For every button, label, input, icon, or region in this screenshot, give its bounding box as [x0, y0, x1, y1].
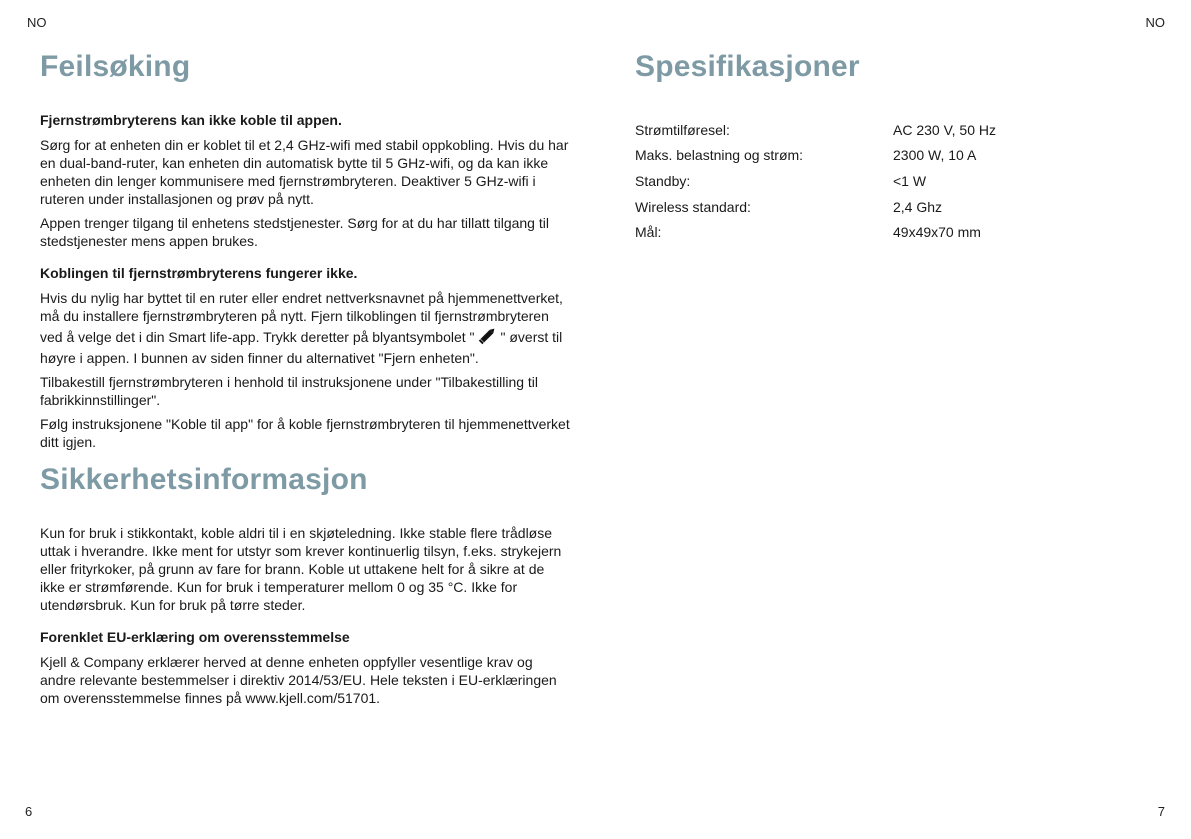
specs-row — [635, 219, 996, 245]
spec-value: 49x49x70 mm — [893, 224, 981, 241]
spec-value: 2,4 Ghz — [893, 198, 943, 215]
spec-value: 2300 W, 10 A — [893, 147, 977, 164]
troubleshooting-q2-paragraph-2: Tilbakestill fjernstrømbryteren i henhold til instruksjonene under "Tilbakestilling til fabrikkinnstillinger". — [40, 374, 539, 408]
safety-title: Sikkerhetsinformasjon — [40, 463, 368, 496]
left-column — [40, 50, 570, 713]
specs-row — [635, 143, 996, 169]
safety-paragraph-1: Kun for bruk i stikkontakt, koble aldri til i en skjøteledning. Ikke stable flere trådløse uttak i hverandre. Ikke ment for utstyr som krever kontinuerlig tilsyn, f.eks. strykejern eller frityrkoker, på grunn av fare for brann. Koble ut uttakene helt for å sikre at de ikke er strømførende. Kun for bruk i temperaturer mellom 0 og 35 °C. Ikke for utendørsbruk. Kun for bruk på tørre steder. — [40, 525, 562, 613]
troubleshooting-q2-paragraph-3: Følg instruksjonene "Koble til app" for å koble fjernstrømbryteren til hjemmenettverket ditt igjen. — [40, 416, 570, 450]
specs-row — [635, 168, 996, 194]
spec-value: <1 W — [893, 172, 927, 189]
spec-value: AC 230 V, 50 Hz — [893, 121, 996, 138]
spec-label: Mål: — [635, 224, 662, 241]
troubleshooting-q1-paragraph-2: Appen trenger tilgang til enhetens stedstjenester. Sørg for at du har tillatt tilgang til stedstjenester mens appen brukes. — [40, 215, 549, 249]
page-number-left: 6 — [25, 804, 33, 819]
pencil-icon — [477, 325, 499, 349]
troubleshooting-q2-heading: Koblingen til fjernstrømbryterens fungerer ikke. — [40, 265, 358, 281]
q2-paragraph-1-after: " øverst til høyre i appen. I bunnen av siden finner du alternativet "Fjern enheten". — [40, 329, 563, 366]
troubleshooting-q1-heading: Fjernstrømbryterens kan ikke koble til appen. — [40, 112, 342, 128]
troubleshooting-q2-paragraph-1 — [40, 289, 570, 367]
specs-title: Spesifikasjoner — [635, 50, 860, 83]
specs-row — [635, 117, 996, 143]
spec-label: Maks. belastning og strøm: — [635, 147, 804, 164]
language-code-left: NO — [27, 15, 47, 30]
page-number-right: 7 — [1157, 804, 1165, 819]
spec-label: Wireless standard: — [635, 198, 751, 215]
troubleshooting-q1-paragraph-1: Sørg for at enheten din er koblet til et 2,4 GHz-wifi med stabil oppkobling. Hvis du har en dual-band-ruter, kan enheten din automatisk bytte til 5 GHz-wifi, og da kan ikke enheten din lenger kommunisere med fjernstrømbryteren. Deaktiver 5 GHz-wifi i ruteren under installasjonen og prøv på nytt. — [40, 137, 569, 207]
troubleshooting-title: Feilsøking — [40, 50, 191, 83]
specs-row — [635, 194, 996, 220]
q2-paragraph-1-before: Hvis du nylig har byttet til en ruter eller endret nettverksnavnet på hjemmenettverket, må du installere fjernstrømbryteren på nytt. Fjern tilkoblingen til fjernstrømbryteren ved å velge det i din Smart life-app. Trykk deretter på blyantsymbolet " — [40, 290, 563, 345]
right-column — [635, 50, 1155, 245]
eu-declaration-heading: Forenklet EU-erklæring om overensstemmelse — [40, 629, 350, 645]
specs-table — [635, 117, 996, 245]
eu-declaration-paragraph: Kjell & Company erklærer herved at denne enheten oppfyller vesentlige krav og andre relevante bestemmelser i direktiv 2014/53/EU. Hele teksten i EU-erklæringen om overensstemmelse finnes på www.kjell.com/51701. — [40, 654, 557, 706]
spec-label: Strømtilføresel: — [635, 121, 730, 138]
spec-label: Standby: — [635, 172, 691, 189]
language-code-right: NO — [1145, 15, 1165, 30]
